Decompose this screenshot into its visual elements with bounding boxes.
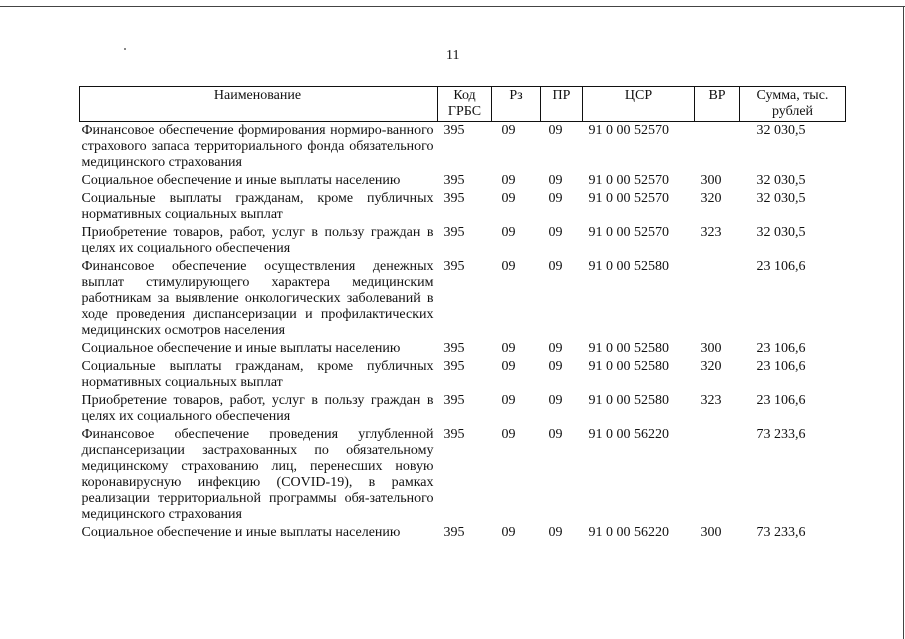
row-pr: 09 — [548, 225, 563, 240]
row-csr: 91 0 00 52580 — [588, 259, 669, 274]
row-sum: 32 030,5 — [756, 123, 806, 138]
row-kod: 395 — [443, 173, 465, 188]
row-rz: 09 — [501, 525, 516, 540]
table-row — [80, 258, 846, 340]
row-vr — [695, 122, 740, 173]
row-csr: 91 0 00 52580 — [588, 393, 669, 408]
row-vr: 320 — [700, 359, 722, 374]
row-rz: 09 — [501, 259, 516, 274]
header-pr: ПР — [541, 87, 583, 122]
row-sum: 32 030,5 — [756, 191, 806, 206]
row-vr — [695, 426, 740, 524]
header-csr: ЦСР — [583, 87, 695, 122]
header-row — [80, 87, 846, 122]
row-kod: 395 — [443, 359, 465, 374]
row-kod: 395 — [443, 427, 465, 442]
row-pr: 09 — [548, 427, 563, 442]
row-vr: 323 — [700, 225, 722, 240]
row-rz: 09 — [501, 173, 516, 188]
row-rz: 09 — [501, 123, 516, 138]
header-kod-grbs: Код ГРБС — [438, 87, 492, 122]
row-name: Социальное обеспечение и иные выплаты населению — [81, 173, 401, 188]
row-kod: 395 — [443, 393, 465, 408]
page-border-right — [903, 6, 904, 639]
row-rz: 09 — [501, 393, 516, 408]
table-row — [80, 122, 846, 173]
row-sum: 23 106,6 — [756, 259, 806, 274]
row-pr: 09 — [548, 393, 563, 408]
row-name: Социальные выплаты гражданам, кроме публичных нормативных социальных выплат — [81, 191, 434, 222]
row-rz: 09 — [501, 225, 516, 240]
header-vr: ВР — [695, 87, 740, 122]
row-sum: 23 106,6 — [756, 393, 806, 408]
row-csr: 91 0 00 52570 — [588, 123, 669, 138]
row-pr: 09 — [548, 259, 563, 274]
page-border-top — [0, 6, 905, 7]
row-rz: 09 — [501, 359, 516, 374]
table-row — [80, 426, 846, 524]
row-csr: 91 0 00 56220 — [588, 525, 669, 540]
row-rz: 09 — [501, 427, 516, 442]
table-row — [80, 190, 846, 224]
table-row — [80, 358, 846, 392]
page-number: 11 — [446, 48, 460, 63]
row-pr: 09 — [548, 525, 563, 540]
row-vr: 320 — [700, 191, 722, 206]
row-name: Финансовое обеспечение проведения углубленной диспансеризации застрахованных по обязательному медицинскому страхованию лиц, перенесших новую коронавирусную инфекцию (COVID-19), в рамках реализации территориальной программы обя-зательного медицинского страхования — [81, 427, 434, 522]
row-rz: 09 — [501, 191, 516, 206]
row-kod: 395 — [443, 191, 465, 206]
row-name: Социальные выплаты гражданам, кроме публичных нормативных социальных выплат — [81, 359, 434, 390]
scan-speck — [124, 48, 126, 50]
row-name: Социальное обеспечение и иные выплаты населению — [81, 525, 401, 540]
table-row — [80, 172, 846, 190]
table-body — [80, 122, 846, 543]
row-sum: 73 233,6 — [756, 427, 806, 442]
header-name: Наименование — [80, 87, 438, 122]
table-header — [80, 87, 846, 122]
row-pr: 09 — [548, 359, 563, 374]
budget-table — [79, 86, 846, 542]
row-name: Приобретение товаров, работ, услуг в пользу граждан в целях их социального обеспечения — [81, 393, 434, 424]
row-vr: 300 — [700, 341, 722, 356]
table-row — [80, 224, 846, 258]
row-kod: 395 — [443, 525, 465, 540]
header-sum: Сумма, тыс. рублей — [740, 87, 846, 122]
row-csr: 91 0 00 52570 — [588, 173, 669, 188]
row-sum: 73 233,6 — [756, 525, 806, 540]
row-pr: 09 — [548, 123, 563, 138]
row-name: Финансовое обеспечение осуществления денежных выплат стимулирующего характера медицинским работникам за выявление онкологических заболеваний в ходе проведения диспансеризации и профилактических медицинских осмотров населения — [81, 259, 434, 338]
table-row — [80, 392, 846, 426]
row-kod: 395 — [443, 225, 465, 240]
row-vr — [695, 258, 740, 340]
row-pr: 09 — [548, 173, 563, 188]
row-kod: 395 — [443, 259, 465, 274]
table-row — [80, 340, 846, 358]
row-sum: 23 106,6 — [756, 359, 806, 374]
row-pr: 09 — [548, 341, 563, 356]
row-csr: 91 0 00 52580 — [588, 359, 669, 374]
row-sum: 23 106,6 — [756, 341, 806, 356]
header-rz: Рз — [492, 87, 541, 122]
row-name: Приобретение товаров, работ, услуг в пользу граждан в целях их социального обеспечения — [81, 225, 434, 256]
row-sum: 32 030,5 — [756, 225, 806, 240]
row-kod: 395 — [443, 123, 465, 138]
row-kod: 395 — [443, 341, 465, 356]
row-name: Социальное обеспечение и иные выплаты населению — [81, 341, 401, 356]
table-row — [80, 524, 846, 542]
row-vr: 300 — [700, 173, 722, 188]
row-csr: 91 0 00 52570 — [588, 225, 669, 240]
row-sum: 32 030,5 — [756, 173, 806, 188]
row-pr: 09 — [548, 191, 563, 206]
row-csr: 91 0 00 56220 — [588, 427, 669, 442]
row-rz: 09 — [501, 341, 516, 356]
row-vr: 323 — [700, 393, 722, 408]
row-csr: 91 0 00 52580 — [588, 341, 669, 356]
row-name: Финансовое обеспечение формирования нормиро-ванного страхового запаса территориального фонда обязательного медицинского страхования — [81, 123, 434, 170]
row-vr: 300 — [700, 525, 722, 540]
row-csr: 91 0 00 52570 — [588, 191, 669, 206]
